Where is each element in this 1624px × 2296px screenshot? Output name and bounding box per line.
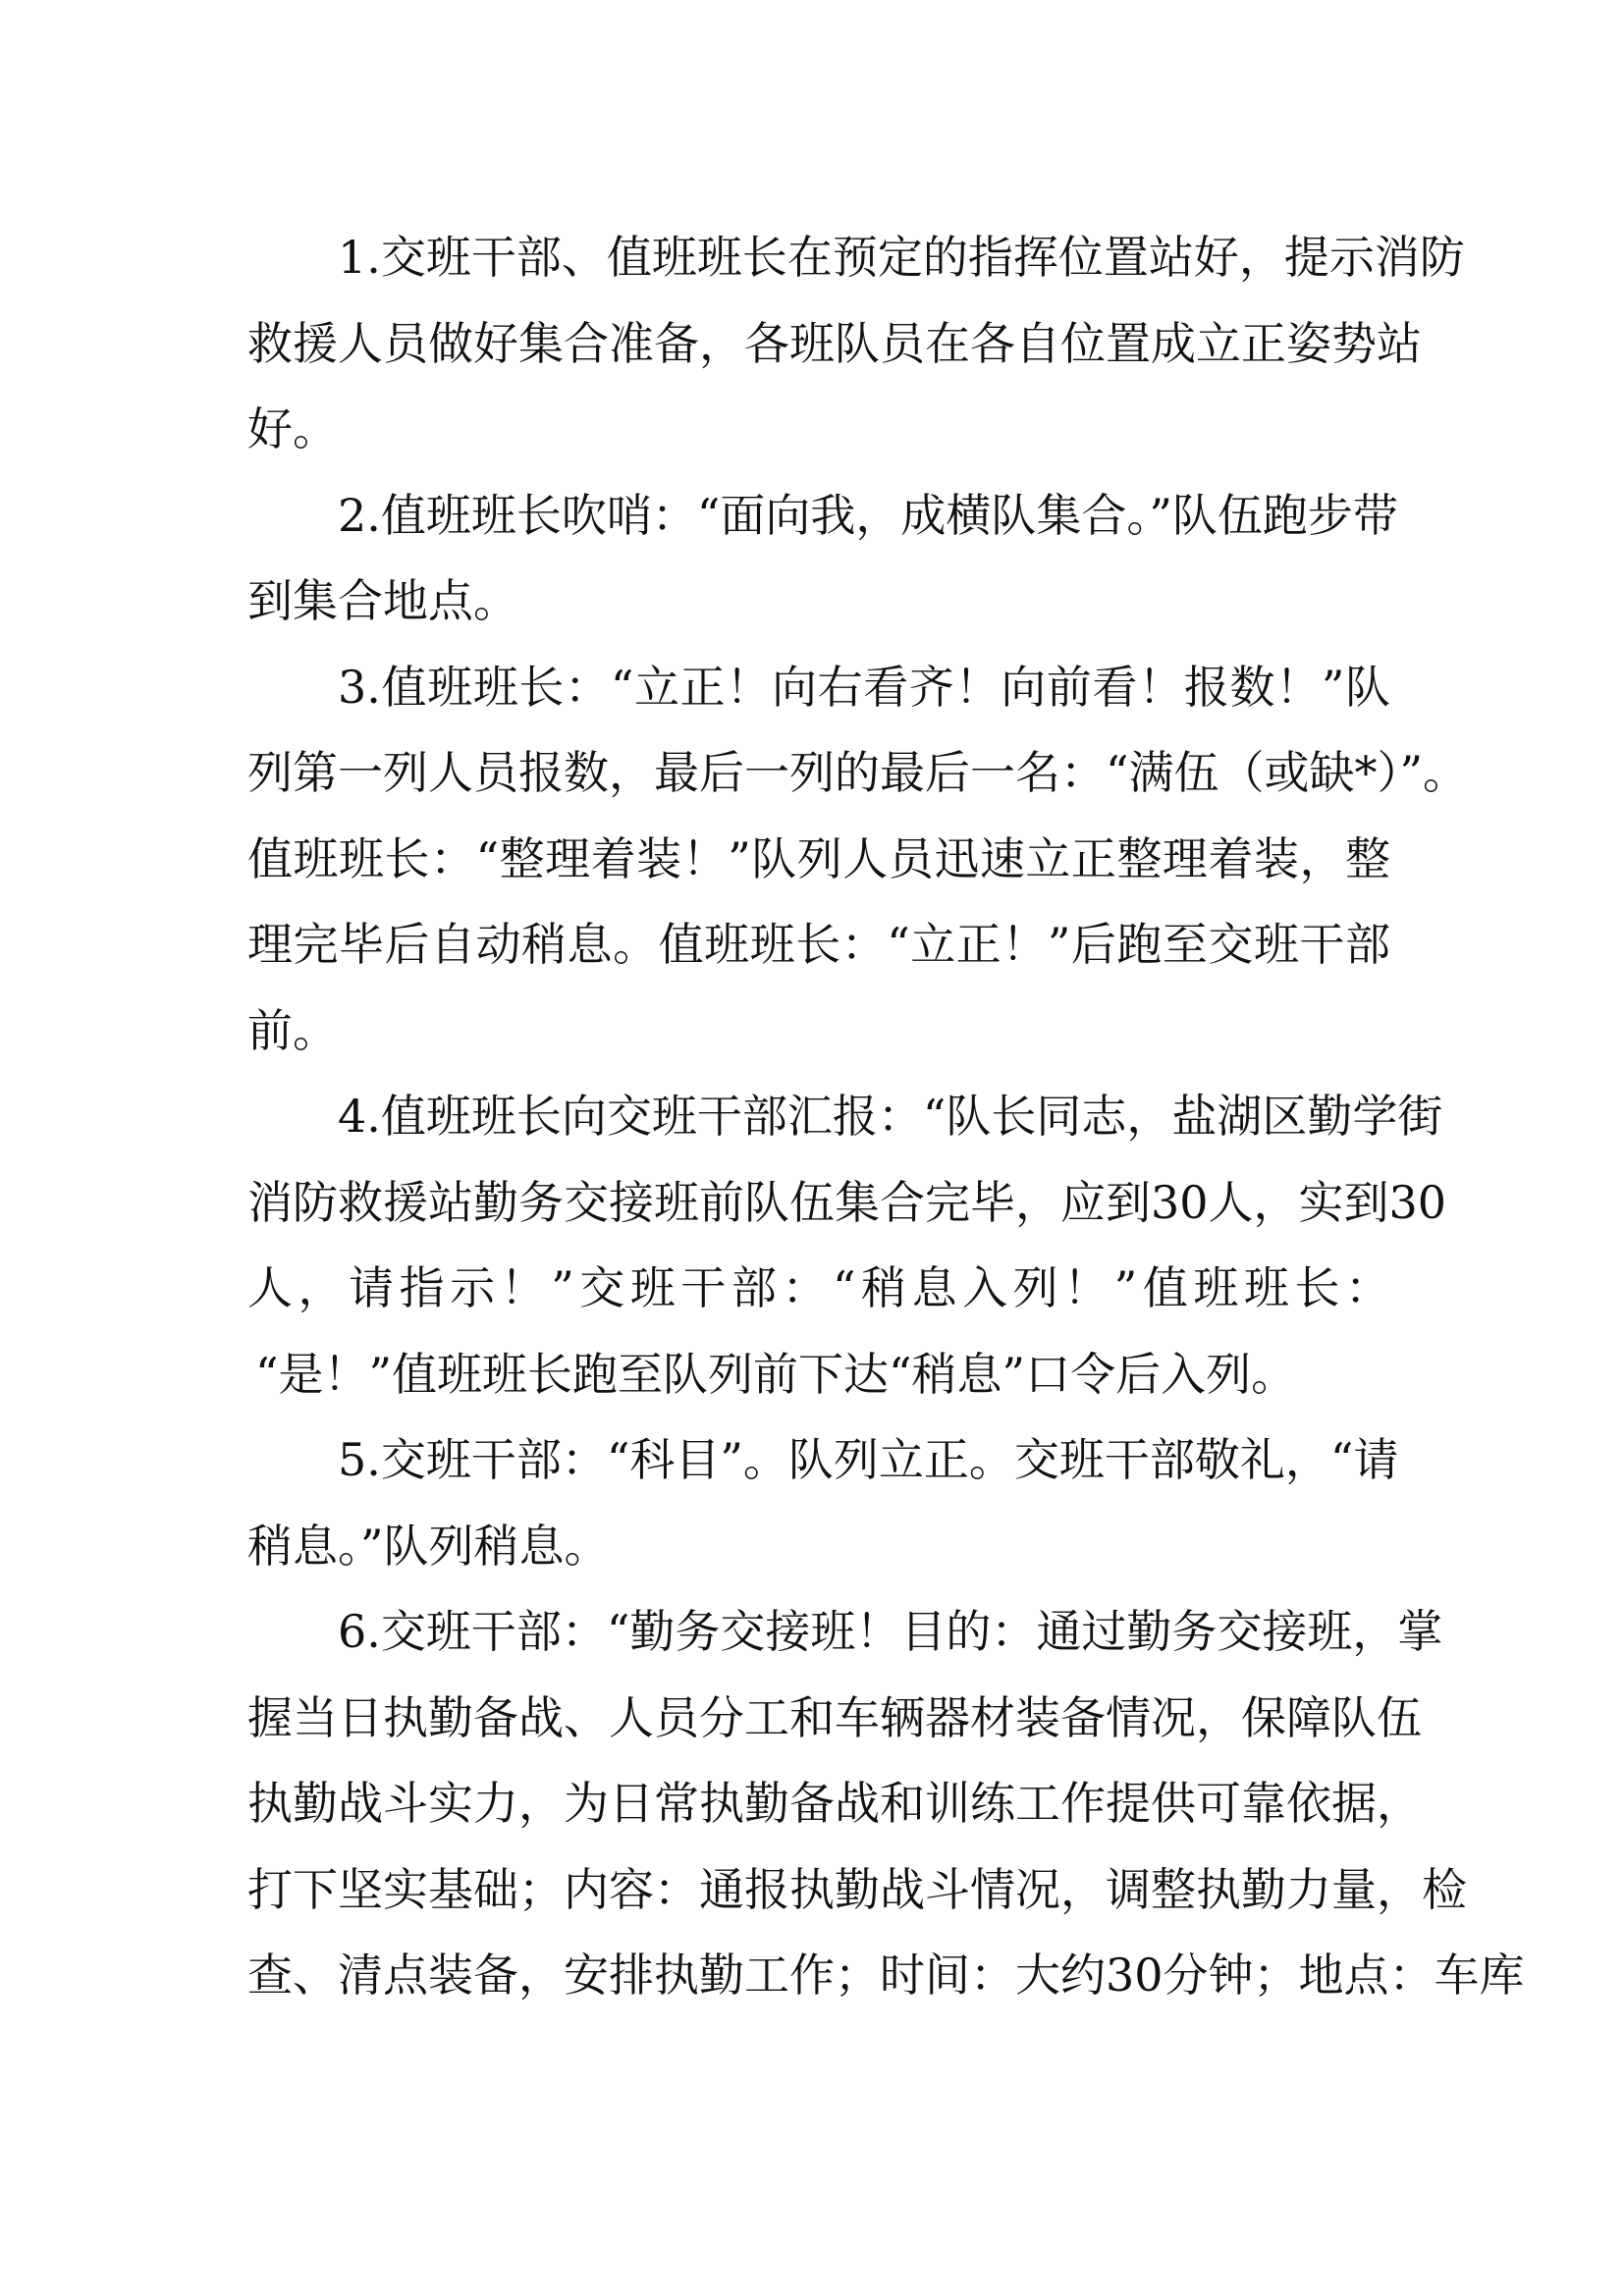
document-body	[247, 215, 1525, 2019]
text-line: 1.交班干部、值班班长在预定的指挥位置站好，提示消防	[338, 231, 1465, 284]
text-line: 值班班长：“整理着装！”队列人员迅速立正整理着装，整	[247, 831, 1390, 885]
text-line: “是！”值班班长跑至队列前下达“稍息”口令后入列。	[255, 1347, 1297, 1401]
text-line: 稍息。”队列稍息。	[247, 1519, 610, 1573]
paragraph	[247, 1417, 1399, 1589]
paragraph	[247, 215, 1465, 473]
text-line: 列第一列人员报数，最后一列的最后一名：“满伍（或缺*）”。	[247, 746, 1469, 799]
paragraph	[247, 645, 1469, 1075]
text-line: 好。	[247, 402, 338, 455]
text-line: 救援人员做好集合准备，各班队员在各自位置成立正姿势站	[247, 316, 1422, 370]
text-line: 执勤战斗实力，为日常执勤备战和训练工作提供可靠依据，	[247, 1777, 1422, 1830]
text-line: 6.交班干部：“勤务交接班！目的：通过勤务交接班，掌	[338, 1605, 1443, 1658]
text-line: 消防救援站勤务交接班前队伍集合完毕，应到30人，实到30	[247, 1175, 1447, 1229]
text-line: 2.值班班长吹哨：“面向我，成横队集合。”队伍跑步带	[338, 488, 1398, 542]
text-line: 握当日执勤备战、人员分工和车辆器材装备情况，保障队伍	[247, 1690, 1422, 1744]
text-line: 3.值班班长：“立正！向右看齐！向前看！报数！”队	[338, 660, 1390, 714]
text-line: 5.交班干部：“科目”。队列立正。交班干部敬礼，“请	[338, 1433, 1399, 1486]
paragraph	[247, 473, 1398, 645]
paragraph	[247, 1074, 1447, 1417]
paragraph	[247, 1589, 1525, 2019]
text-line: 查、清点装备，安排执勤工作；时间：大约30分钟；地点：车库	[247, 1949, 1525, 2002]
text-line: 到集合地点。	[247, 574, 518, 627]
text-line: 前。	[247, 1003, 338, 1057]
text-line: 打下坚实基础；内容：通报执勤战斗情况，调整执勤力量，检	[247, 1862, 1467, 1916]
text-line: 4.值班班长向交班干部汇报：“队长同志，盐湖区勤学街	[338, 1090, 1443, 1143]
text-line: 人，请指示！”交班干部：“稍息入列！”值班班长：	[247, 1261, 1390, 1314]
text-line: 理完毕后自动稍息。值班班长：“立正！”后跑至交班干部	[247, 918, 1390, 971]
